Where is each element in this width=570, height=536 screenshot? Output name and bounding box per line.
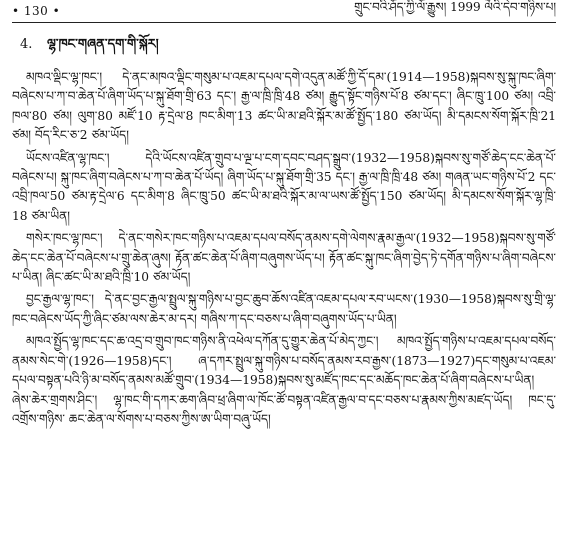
section-title: ལྷ་ཁང་གཞན་དག་གི་སྐོར།: [46, 37, 159, 52]
page-header: [12, 0, 556, 23]
paragraph-khachod: མཁའ་སྤྱོད་ལྷ་ཁང་དང་ཆ་འདྲ་བ་གྲུབ་ཁང་གཉིས་ནི་འཕེལ་དཀོན་དུ་གྱུར་ཆེན་པོ་མེད་ཀྱང་། མཁའ་སྤྱོད་གཉིས་པ་འཇམ་དཔལ་བསོད་ནམས་སེང་གེ་(1926—1958)དང་། ཞ་དཀར་སྤྲུལ་སྐུ་གཉིས་པ་བསོད་ནམས་རབ་རྒྱས་(1873—1927)དང་གསུམ་པ་འཇམ་དཔལ་བསྟན་པའི་ཉི་མ་བསོད་ནམས་མཚོ་གྲུབ་(1934—1958)སྐབས་སུ་མཛོད་ཁང་དང་མཆོད་ཁང་ཆེན་པོ་ཞིག་བཞེངས་པ་ཡིན། ཞེས་ཆེར་གྲགས་ཤིང་། ལྷ་ཁང་གི་དཀར་ཆག་ཞིབ་ཕྲ་ཞིག་ལ་ཁོང་ཚོ་བསྟན་འཛིན་རྒྱལ་བ་དང་བཅས་པ་རྣམས་ཀྱིས་མཛད་ཡོད། ཁང་དུ་འགྲོས་གཉིས་ ཆང་ཆེན་ལ་སོགས་པ་བཅས་ཀྱིས་ཨ་ཡིག་བཞུ་ཡོད།: [12, 334, 556, 426]
page-number: • 130 •: [12, 4, 61, 18]
running-title: གྲུང་བའི་ཤོད་ཀྱི་ལོ་རྒྱུས། 1999 ལོའི་དེབ་གཉིས་པ།: [354, 0, 556, 14]
paragraph-yongdzin: ཡོངས་འཛིན་ལྷ་ཁང་། དེའི་ཡོངས་འཛིན་གྲུབ་པ་ལྔ་པ་ངག་དབང་བཤད་སྒྲུབ་(1932—1958)སྐབས་སུ་གཙོ་ཆེད་ངང་ཆེན་པོ་བཞེངས་པ། སྐུ་ཁང་ཞིག་བཞེངས་པ་ཀ་བ་ཆེན་པོ་ཡོད། ཞིག་ཡོད་པ་སྐུ་ཐོག་གྲི་35 དང་། རྒྱ་ལ་ཁྲི་ཁྲི་48 ཙམ། གཞན་ཡང་གཉིས་པོ་2 དང་འབྲི་ཁལ་50 ཙམ་རྟ་དྲེལ་6 དང་མིག་8 ཞིང་ཁྲུ་50 ཚང་ཡི་མ་ཐའི་སྐོར་མ་ལ་ཡས་ཚོ་སྤྱོད་150 ཙམ་ཡོད། མི་དམངས་སོག་སྐོར་ལྷ་ཁྲི་18 ཙམ་ཡིན།: [12, 150, 556, 223]
paragraph-khading: མཁའ་ལྡིང་ལྷ་ཁང་། དེ་ནང་མཁའ་ལྡིང་གསུམ་པ་འཇམ་དཔལ་དགེ་འདུན་མཚོ་ཀྱི་དོ་དམ་(1914—1958)སྐབས་སུ་སྐུ་ཁང་ཞིག་བཞེངས་པ་ཀ་བ་ཆེན་པོ་ཞིག་ཡོད་པ་སྐུ་ཐོག་གྲི་63 དང་། རྒྱ་ལ་ཁྲི་ཁྲི་48 ཙམ། རྒྱུད་སྟོང་གཉིས་པོ་8 ཙམ་དང་། ཞིང་ཁྲུ་100 ཙམ། འབྲི་ཁལ་80 ཙམ། ལུག་80 མཛོ་10 རྟ་དྲེལ་8 ཁང་མིག་13 ཚང་ཡི་མ་ཐའི་སྐོར་མ་ཚོ་སྤྱོད་180 ཙམ་ཡོད། མི་དམངས་སོག་སྐོར་ཁྲི་21 ཙམ། བོད་རིང་ཅ་2 ཙམ་ཡོད།: [12, 70, 556, 143]
section-heading: [20, 29, 556, 66]
paragraph-serkhang: གསེར་ཁང་ལྷ་ཁང་། དེ་ནང་གསེར་ཁང་གཉིས་པ་འཇམ་དཔལ་བསོད་ནམས་དགེ་ལེགས་རྣམ་རྒྱལ་(1932—1958)སྐབས་སུ་གཙོ་ཆེད་ངང་ཆེན་པོ་བཞེངས་པ་གྲུ་ཆེན་ཞུས། རྟོན་ཚང་ཆེན་པོ་ཞིག་བཞུགས་ཡོད་པ། རྟོན་ཚང་སྐུ་ཁང་ཞིག་བྱེད་ཏེ་དགོན་གཉིས་པ་ཞིག་བཞེངས་པ་ཡིན། ཞིང་ཚང་ཡི་མ་ཐའི་ཁྲི་10 ཙམ་ཡོད།: [12, 231, 556, 285]
section-number: 4.: [20, 37, 33, 52]
paragraph-jangyal: བྱང་རྒྱལ་ལྷ་ཁང་། དེ་ནང་བྱང་རྒྱལ་སྤྲུལ་སྐུ་གཉིས་པ་བྱང་ཆུབ་ཆོས་འཛིན་འཇམ་དཔལ་རབ་ཡངས་(1930—1958)སྐབས་སུ་གྲི་ལྷ་ཁང་བཞེངས་ཡོད་ཀྱི་ཞིང་ཙམ་ལས་ཆེར་མ་དར། གཞིས་ཀ་དང་བཅས་པ་ཞིག་བཞུགས་ཡོད་པ་ཡིན།: [12, 292, 556, 326]
